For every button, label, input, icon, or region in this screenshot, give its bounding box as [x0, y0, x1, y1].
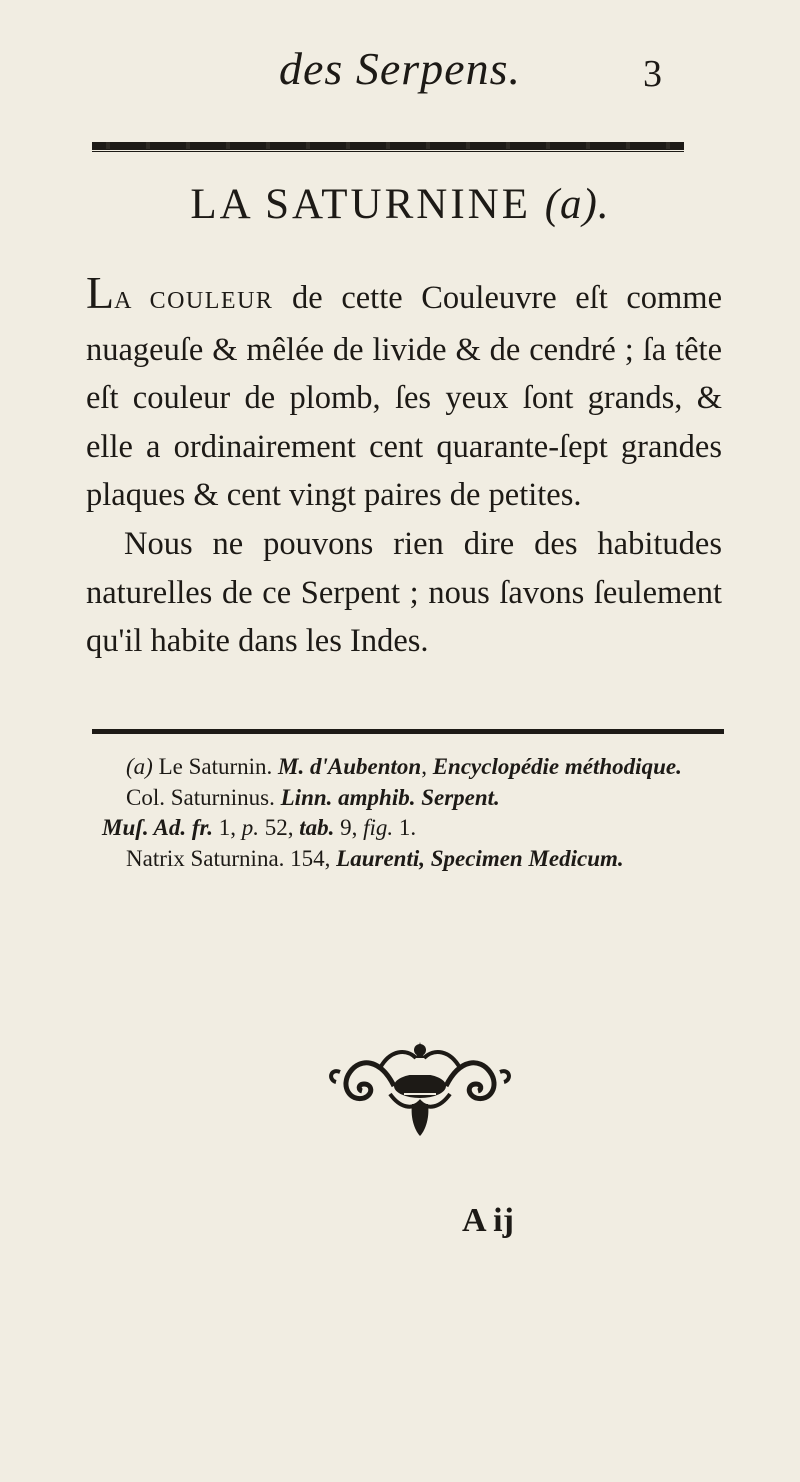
page-number: 3: [643, 53, 662, 95]
opening-smallcaps: A COULEUR: [114, 288, 274, 314]
footnote-text: 9,: [334, 815, 364, 840]
paragraph-1: [86, 267, 722, 520]
footnote-work: Linn. amphib. Serpent.: [280, 784, 500, 810]
chapter-title-text: LA SATURNINE: [190, 181, 531, 228]
footnote-line-3: [92, 813, 732, 844]
footnote-abbr: tab.: [299, 815, 335, 840]
footnote-abbr: p.: [241, 815, 259, 840]
paragraph-1-text: de cette Couleuvre eſt comme nuageuſe & mêlée de livide & de cendré ; ſa tête eſt couleur de plomb, ſes yeux ſont grands, & elle a ordinairement cent quarante-ſept grandes plaques & cent vingt paires de petites.: [86, 280, 722, 514]
footnote-line-2: [92, 783, 732, 814]
chapter-title-note-ref: (a).: [544, 181, 610, 228]
signature-mark: A ij: [462, 1202, 514, 1239]
footnote-ref: (a): [126, 754, 153, 779]
footnote-text: Natrix Saturnina. 154,: [126, 845, 337, 871]
footnote-sep: ,: [421, 754, 433, 779]
body-text: [86, 267, 722, 666]
footnote-text: 1,: [212, 815, 242, 840]
footnote-author: M. d'Aubenton: [278, 754, 422, 779]
paragraph-2: Nous ne pouvons rien dire des habitudes naturelles de ce Serpent ; nous ſavons ſeulement qu'il habite dans les Indes.: [86, 525, 722, 660]
footnotes: [92, 752, 732, 874]
footnote-text: Col. Saturninus.: [126, 784, 281, 810]
drop-cap: L: [86, 267, 115, 318]
chapter-title: [0, 180, 800, 229]
floral-ornament-icon: [320, 1028, 520, 1148]
footnote-work: Encyclopédie méthodique.: [432, 754, 682, 779]
footnote-line-1: [92, 752, 732, 783]
header-rule: [92, 142, 684, 150]
running-title: des Serpens.: [279, 43, 521, 94]
footnote-text: 1.: [393, 815, 417, 840]
footnote-line-4: [92, 844, 732, 875]
footnote-work: Laurenti, Specimen Medicum.: [336, 845, 624, 871]
footnote-work: Muſ. Ad. fr.: [102, 815, 213, 840]
footnote-text: Le Saturnin.: [152, 754, 279, 779]
footnote-abbr: fig.: [363, 815, 394, 840]
footnote-rule: [92, 729, 724, 734]
footnote-text: 52,: [258, 815, 300, 840]
